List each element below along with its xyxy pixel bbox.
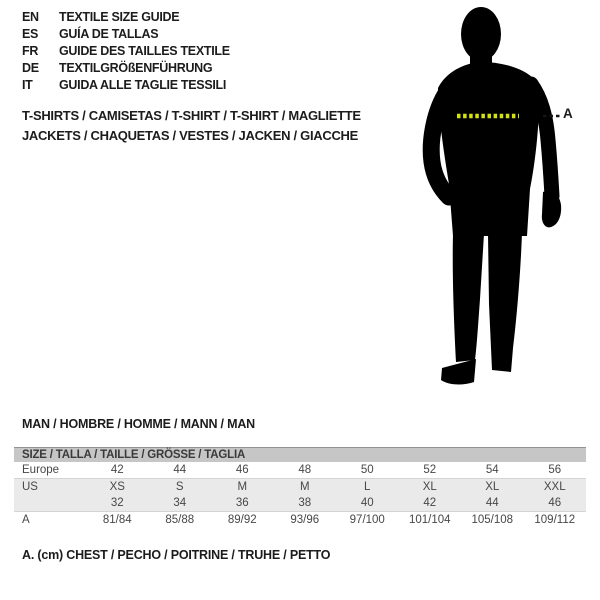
table-cell: XXL [543,481,566,493]
language-code: ES [22,27,39,41]
language-code: EN [22,10,39,24]
table-cell: 85/88 [165,514,195,526]
language-label: GUIDA ALLE TAGLIE TESSILI [59,78,227,92]
language-code: IT [22,78,33,92]
row-label: US [22,481,38,493]
section-title: MAN / HOMBRE / HOMME / MANN / MAN [22,417,255,431]
table-cell: 109/112 [534,514,576,526]
table-cell: 50 [360,464,374,476]
table-row-us-numeric [14,495,586,511]
table-row-us [14,478,586,495]
table-cell: M [237,481,248,493]
table-cell: 54 [485,464,499,476]
table-cell: 44 [485,497,499,509]
language-label: GUIDE DES TAILLES TEXTILE [59,44,230,58]
man-silhouette [420,4,572,392]
table-header: SIZE / TALLA / TAILLE / GRÖSSE / TAGLIA [14,447,586,462]
table-cell: 36 [235,497,249,509]
size-table [14,447,586,528]
table-cell: 44 [173,464,187,476]
language-list [22,9,230,94]
table-cell: S [175,481,184,493]
table-cell: 46 [548,497,562,509]
language-code: DE [22,61,39,75]
table-cell: 97/100 [349,514,385,526]
table-cell: 81/84 [102,514,132,526]
row-label: A [22,514,30,526]
language-row [22,26,230,43]
table-cell: 101/104 [408,514,451,526]
language-row [22,77,230,94]
table-cell: 40 [360,497,374,509]
measurement-label-a: A [563,106,573,121]
table-cell: 48 [298,464,312,476]
table-cell: 46 [235,464,249,476]
category-jackets: JACKETS / CHAQUETAS / VESTES / JACKEN / GIACCHE [22,127,358,143]
table-row-europe [14,462,586,478]
category-tshirts: T-SHIRTS / CAMISETAS / T-SHIRT / T-SHIRT / MAGLIETTE [22,108,361,123]
table-cell: 105/108 [471,514,514,526]
language-label: TEXTILGRÖßENFÜHRUNG [59,61,213,75]
table-cell: XS [109,481,125,493]
category-list [22,106,361,145]
language-row [22,9,230,26]
measurement-footnote: A. (cm) CHEST / PECHO / POITRINE / TRUHE / PETTO [22,548,331,562]
row-label [14,495,86,511]
table-cell: 89/92 [227,514,257,526]
table-cell: M [299,481,310,493]
table-cell: 93/96 [290,514,320,526]
table-row-chest [14,511,586,528]
table-cell: L [364,481,371,493]
table-cell: 42 [423,497,437,509]
silhouette-shapes [431,7,561,384]
table-cell: 38 [298,497,312,509]
table-cell: 34 [173,497,187,509]
language-row [22,60,230,77]
table-cell: 42 [110,464,124,476]
language-row [22,43,230,60]
language-code: FR [22,44,39,58]
table-cell: XL [485,481,500,493]
language-label: GUÍA DE TALLAS [59,27,159,41]
language-label: TEXTILE SIZE GUIDE [59,10,180,24]
table-cell: XL [422,481,437,493]
table-cell: 56 [548,464,562,476]
row-label: Europe [22,464,60,476]
table-cell: 32 [110,497,124,509]
table-cell: 52 [423,464,437,476]
